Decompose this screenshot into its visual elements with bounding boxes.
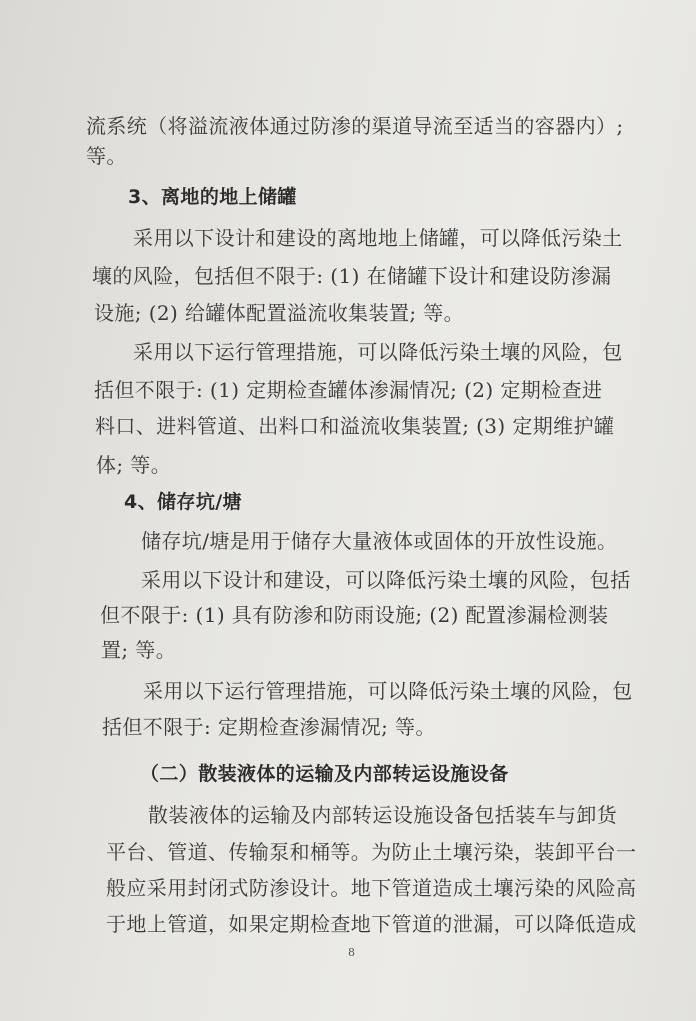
body-text-line: 于地上管道，如果定期检查地下管道的泄漏，可以降低造成 <box>106 912 637 936</box>
body-text-line: 流系统（将溢流液体通过防渗的渠道导流至适当的容器内）; <box>86 114 624 138</box>
section-heading: 3、离地的地上储罐 <box>128 186 297 208</box>
body-text-line: 壤的风险，包括但不限于: (1) 在储罐下设计和建设防渗漏 <box>92 264 612 288</box>
body-text-line: 设施; (2) 给罐体配置溢流收集装置; 等。 <box>94 301 465 325</box>
body-text-line: 般应采用封闭式防渗设计。地下管道造成土壤污染的风险高 <box>106 876 637 900</box>
body-text-line: 平台、管道、传输泵和桶等。为防止土壤污染，装卸平台一 <box>106 840 637 864</box>
body-text-line: 储存坑/塘是用于储存大量液体或固体的开放性设施。 <box>141 529 618 553</box>
body-text-line: 括但不限于: 定期检查渗漏情况; 等。 <box>102 715 436 739</box>
body-text-line: 置; 等。 <box>101 638 177 662</box>
section-heading: 4、储存坑/塘 <box>124 491 242 513</box>
body-text-line: 散装液体的运输及内部转运设施设备包括装车与卸货 <box>148 803 618 827</box>
body-text-line: 采用以下设计和建设的离地地上储罐，可以降低污染土 <box>133 226 623 250</box>
body-text-line: 采用以下运行管理措施，可以降低污染土壤的风险，包 <box>143 679 633 703</box>
page-number: 8 <box>348 946 355 959</box>
body-text-line: 体; 等。 <box>96 453 172 477</box>
body-text-line: 料口、进料管道、出料口和溢流收集装置; (3) 定期维护罐 <box>95 414 615 438</box>
subsection-heading: （二）散装液体的运输及内部转运设施设备 <box>140 763 509 785</box>
body-text-line: 括但不限于: (1) 定期检查罐体渗漏情况; (2) 定期检查进 <box>94 378 603 402</box>
body-text-line: 采用以下设计和建设，可以降低污染土壤的风险，包括 <box>141 568 631 592</box>
body-text-line: 等。 <box>86 144 127 168</box>
body-text-line: 但不限于: (1) 具有防渗和防雨设施; (2) 配置渗漏检测装 <box>100 603 609 627</box>
body-text-line: 采用以下运行管理措施，可以降低污染土壤的风险，包 <box>133 340 623 364</box>
